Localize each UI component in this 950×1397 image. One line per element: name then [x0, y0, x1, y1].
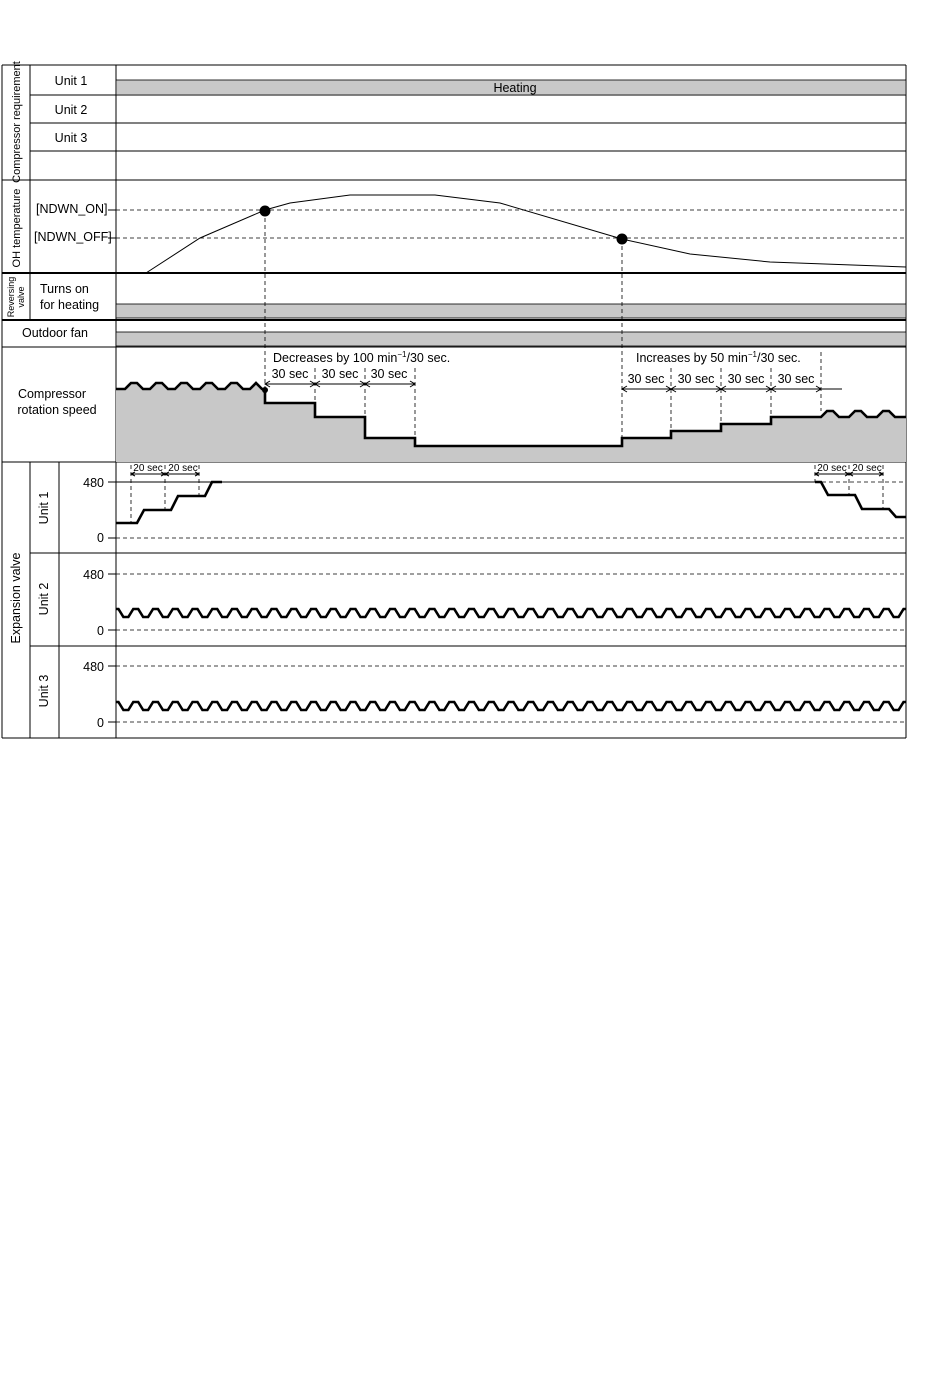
exp-left-interval-1: 20 sec — [133, 463, 163, 474]
oh-temperature-label: OH temperature — [11, 188, 23, 268]
compressor-requirement-section — [11, 61, 906, 183]
exp-unit-2-tick-480: 480 — [83, 568, 104, 582]
exp-unit-3-label: Unit 3 — [37, 674, 51, 708]
exp-left-interval-2: 20 sec — [168, 463, 198, 474]
oh-temperature-section — [11, 189, 906, 273]
decrease-interval-1: 30 sec — [271, 367, 309, 381]
exp-unit-2-tick-0: 0 — [97, 624, 104, 638]
exp-unit-2-wave — [116, 609, 906, 617]
exp-unit-1-open-trace — [116, 482, 222, 523]
compressor-speed-label-line1: Compressor — [17, 387, 87, 401]
comp-req-unit-2-label: Unit 2 — [54, 103, 88, 117]
exp-unit-3-wave — [116, 702, 906, 710]
increase-interval-4: 30 sec — [777, 372, 815, 386]
comp-req-unit-1-label: Unit 1 — [54, 74, 88, 88]
decrease-rate-label: Decreases by 100 $\min^{-1}/30$ sec. — [273, 350, 451, 365]
increase-interval-2: 30 sec — [677, 372, 715, 386]
reversing-valve-label-line1: Reversing — [6, 276, 16, 318]
outdoor-fan-on-bar — [116, 332, 906, 346]
exp-unit-1-label: Unit 1 — [37, 491, 51, 525]
decrease-interval-3: 30 sec — [370, 367, 408, 381]
increase-interval-3: 30 sec — [727, 372, 765, 386]
comp-req-unit-3-label: Unit 3 — [54, 131, 88, 145]
increase-interval-1: 30 sec — [627, 372, 665, 386]
heating-label: Heating — [493, 81, 537, 95]
exp-unit-3-tick-480: 480 — [83, 660, 104, 674]
exp-unit-1-tick-0: 0 — [97, 531, 104, 545]
reversing-valve-label-line2: valve — [16, 286, 26, 308]
exp-unit-1-close-trace — [815, 482, 906, 517]
outdoor-fan-label: Outdoor fan — [21, 326, 89, 340]
exp-right-interval-1: 20 sec — [817, 463, 847, 474]
ndwn-off-label: [NDWN_OFF] — [34, 230, 112, 244]
oh-temperature-curve — [146, 195, 906, 273]
reversing-valve-state-line1: Turns on — [40, 282, 89, 296]
reversing-valve-section — [6, 277, 906, 318]
exp-unit-1-tick-480: 480 — [83, 476, 104, 490]
outdoor-fan-section — [22, 326, 906, 346]
compressor-speed-fill — [116, 383, 906, 462]
decrease-interval-2: 30 sec — [321, 367, 359, 381]
compressor-speed-label-line2: rotation speed — [17, 403, 97, 417]
ndwn-on-label: [NDWN_ON] — [36, 202, 108, 216]
exp-unit-3-tick-0: 0 — [97, 716, 104, 730]
expansion-valve-label: Expansion valve — [9, 552, 23, 644]
expansion-valve-section — [9, 463, 906, 730]
increase-rate-label: Increases by 50 $\min^{-1}/30$ sec. — [636, 350, 801, 365]
reversing-valve-on-bar — [116, 304, 906, 318]
reversing-valve-state-line2: for heating — [40, 298, 100, 312]
compressor-speed-section — [17, 350, 906, 462]
exp-right-interval-2: 20 sec — [852, 463, 882, 474]
compressor-requirement-label: Compressor requirement — [11, 61, 23, 183]
exp-unit-2-label: Unit 2 — [37, 582, 51, 616]
